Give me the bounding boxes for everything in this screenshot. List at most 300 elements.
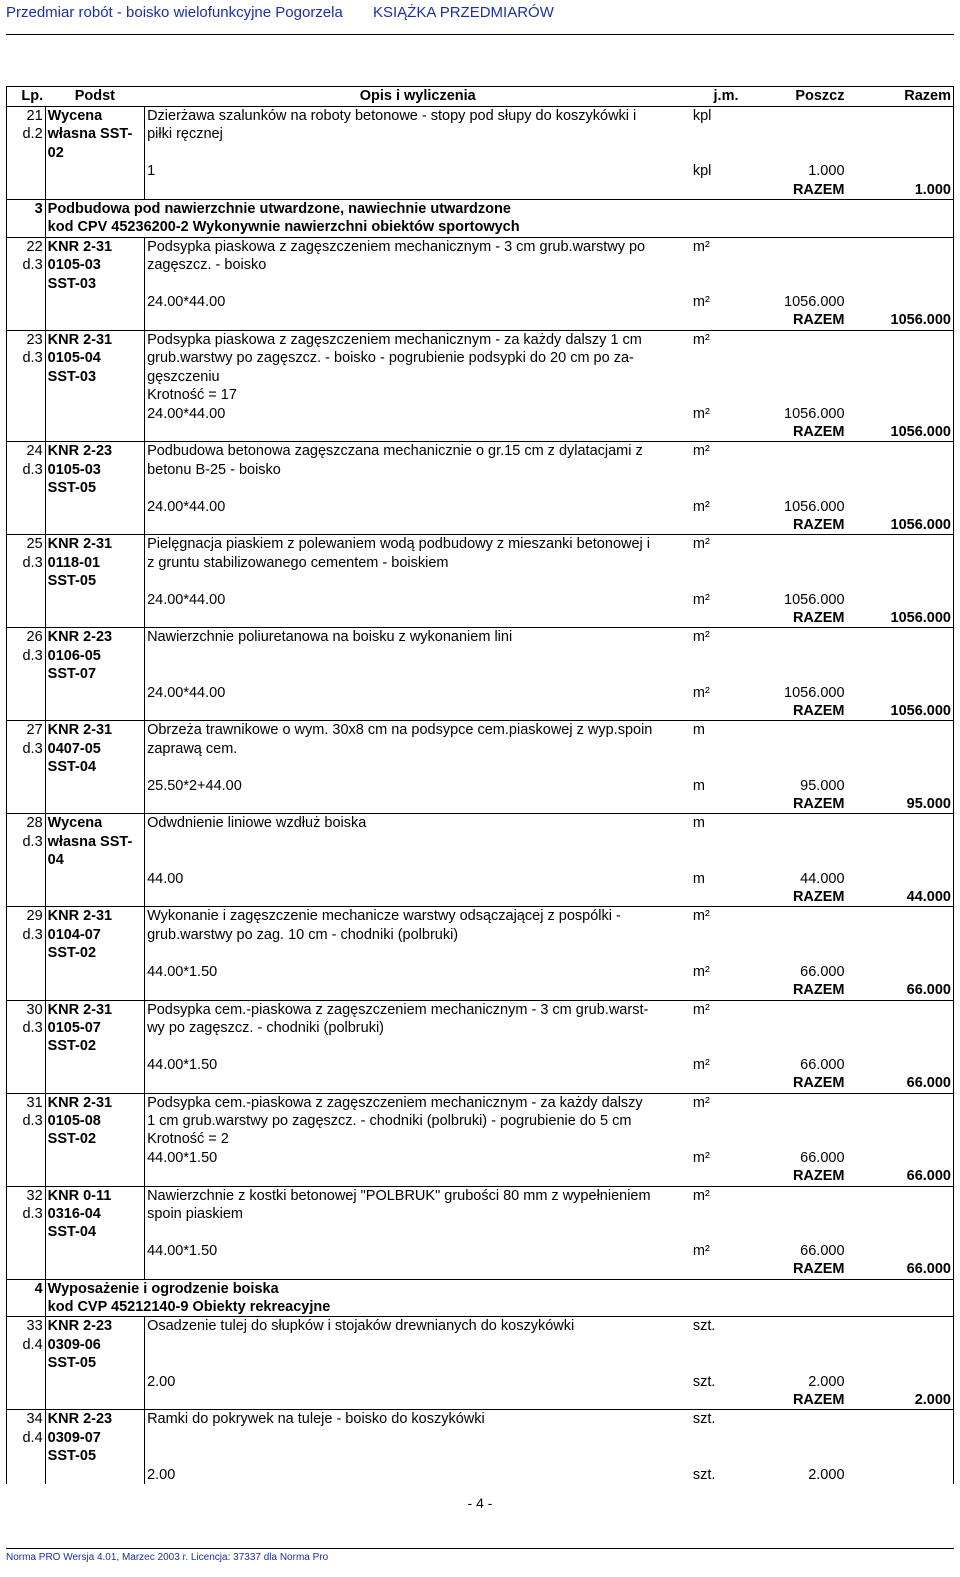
table-row — [7, 721, 954, 740]
empty-cell — [691, 833, 761, 851]
item-number — [7, 795, 46, 814]
empty-cell — [847, 162, 954, 180]
item-number — [7, 1167, 46, 1186]
basis-code: KNR 2-23 — [45, 1317, 144, 1336]
item-number — [7, 1391, 46, 1410]
empty-cell — [761, 1223, 846, 1241]
empty-cell — [691, 1447, 761, 1465]
table-row — [7, 237, 954, 256]
basis-code: 04 — [45, 851, 144, 869]
empty-cell — [847, 535, 954, 554]
item-description: Podsypka piaskowa z zagęszczeniem mechanicznym - 3 cm grub.warstwy po — [145, 237, 691, 256]
item-description: wy po zagęszcz. - chodniki (polbruki) — [147, 1019, 384, 1036]
empty-cell — [847, 442, 954, 461]
razem-value: 1056.000 — [847, 423, 954, 442]
calc-expression: 1 — [147, 163, 156, 180]
basis-code: SST-04 — [45, 1223, 144, 1241]
table-row — [7, 218, 954, 237]
empty-cell — [847, 349, 954, 367]
header-rule — [6, 34, 954, 35]
razem-label: RAZEM — [792, 1075, 845, 1092]
razem-value: 95.000 — [847, 795, 954, 814]
empty-cell — [145, 1391, 691, 1410]
table-row — [7, 740, 954, 758]
empty-cell — [761, 1410, 846, 1429]
calc-unit: kpl — [692, 163, 712, 180]
empty-cell — [847, 721, 954, 740]
table-row — [7, 479, 954, 497]
empty-cell — [761, 665, 846, 683]
razem-label: RAZEM — [792, 516, 845, 533]
unit — [691, 461, 761, 479]
item-number — [7, 516, 46, 535]
empty-cell — [691, 1037, 761, 1055]
basis-code: 0309-06 — [45, 1336, 144, 1354]
empty-cell — [761, 1205, 846, 1223]
item-number: 22 — [7, 237, 46, 256]
table-row — [7, 1000, 954, 1019]
item-number: 26 — [7, 628, 46, 647]
empty-cell — [761, 386, 846, 404]
unit — [691, 349, 761, 367]
section-title: kod CVP 45212140-9 Obiekty rekreacyjne — [47, 1299, 331, 1315]
item-description: zaprawą cem. — [147, 740, 238, 757]
item-number — [7, 1130, 46, 1148]
item-number — [7, 1354, 46, 1372]
table-row — [7, 461, 954, 479]
calc-unit: szt. — [692, 1466, 716, 1483]
empty-cell — [847, 498, 954, 516]
razem-label: RAZEM — [792, 796, 845, 813]
empty-cell — [761, 926, 846, 944]
calc-expression: 2.00 — [147, 1373, 176, 1390]
empty-cell — [847, 1429, 954, 1447]
table-row — [7, 144, 954, 162]
unit — [691, 554, 761, 572]
table-row — [7, 181, 954, 200]
empty-cell — [145, 1167, 691, 1186]
basis-code — [45, 1373, 144, 1391]
basis-code — [45, 702, 144, 721]
unit: m² — [691, 1000, 761, 1019]
basis-code: SST-05 — [45, 479, 144, 497]
empty-cell — [691, 144, 761, 162]
empty-cell — [145, 888, 691, 907]
calc-expression: 44.00*1.50 — [147, 1149, 218, 1166]
empty-cell — [847, 200, 954, 219]
empty-cell — [847, 1279, 954, 1298]
table-row — [7, 795, 954, 814]
basis-code — [45, 591, 144, 609]
table-row — [7, 888, 954, 907]
empty-cell — [847, 1130, 954, 1148]
basis-code — [45, 870, 144, 888]
calc-value: 66.000 — [800, 1149, 845, 1166]
item-description: 1 cm grub.warstwy po zagęszcz. - chodniki (polbruki) - pogrubienie do 5 cm — [147, 1112, 632, 1129]
empty-cell — [847, 1317, 954, 1336]
empty-cell — [761, 368, 846, 386]
empty-cell — [761, 1000, 846, 1019]
unit — [691, 1130, 761, 1148]
calc-value: 1056.000 — [784, 684, 845, 701]
empty-cell — [847, 330, 954, 349]
item-description: Krotność = 2 — [147, 1131, 229, 1148]
table-row — [7, 1149, 954, 1167]
calc-expression: 25.50*2+44.00 — [147, 777, 242, 794]
table-row — [7, 833, 954, 851]
razem-value: 2.000 — [847, 1391, 954, 1410]
basis-code — [45, 498, 144, 516]
basis-code: KNR 2-31 — [45, 237, 144, 256]
basis-code — [45, 963, 144, 981]
item-number: d.3 — [7, 1205, 46, 1223]
item-number — [7, 665, 46, 683]
empty-cell — [145, 702, 691, 721]
item-number: d.3 — [7, 926, 46, 944]
item-description: Dzierżawa szalunków na roboty betonowe - stopy pod słupy do koszykówki i — [145, 107, 691, 126]
empty-cell — [761, 572, 846, 590]
item-number — [7, 1149, 46, 1167]
item-description: Odwdnienie liniowe wzdłuż boiska — [145, 814, 691, 833]
table-row — [7, 870, 954, 888]
empty-cell — [847, 1223, 954, 1241]
empty-cell — [761, 144, 846, 162]
unit — [691, 256, 761, 274]
empty-cell — [145, 275, 691, 293]
calc-expression: 44.00*1.50 — [147, 1242, 218, 1259]
item-number — [7, 423, 46, 442]
empty-cell — [847, 851, 954, 869]
basis-code: 0105-03 — [45, 461, 144, 479]
basis-code: SST-05 — [45, 1354, 144, 1372]
table-row — [7, 684, 954, 702]
item-number — [7, 293, 46, 311]
calc-expression: 24.00*44.00 — [147, 591, 226, 608]
empty-cell — [691, 851, 761, 869]
empty-cell — [145, 479, 691, 497]
basis-code — [45, 777, 144, 795]
table-body — [7, 107, 954, 1485]
empty-cell — [847, 665, 954, 683]
razem-value: 66.000 — [847, 1260, 954, 1279]
empty-cell — [847, 218, 954, 237]
empty-cell — [847, 870, 954, 888]
empty-cell — [145, 1336, 691, 1354]
empty-cell — [761, 256, 846, 274]
empty-cell — [847, 1056, 954, 1074]
empty-cell — [691, 423, 761, 442]
basis-code: SST-03 — [45, 368, 144, 386]
unit — [691, 1019, 761, 1037]
basis-code — [45, 311, 144, 330]
table-row — [7, 349, 954, 367]
table-row — [7, 1466, 954, 1484]
basis-code: własna SST- — [45, 125, 144, 143]
empty-cell — [691, 1391, 761, 1410]
table-row — [7, 1298, 954, 1317]
empty-cell — [691, 1167, 761, 1186]
calc-unit: m² — [692, 1242, 710, 1259]
basis-code — [45, 293, 144, 311]
basis-code — [45, 1056, 144, 1074]
empty-cell — [761, 330, 846, 349]
col-razem: Razem — [847, 87, 954, 107]
empty-cell — [847, 907, 954, 926]
empty-cell — [691, 647, 761, 665]
basis-code — [45, 609, 144, 628]
item-description: Wykonanie i zagęszczenie mechanicze warstwy odsączającej z pospólki - — [145, 907, 691, 926]
item-number — [7, 1074, 46, 1093]
basis-code: 02 — [45, 144, 144, 162]
empty-cell — [847, 1037, 954, 1055]
empty-cell — [847, 1410, 954, 1429]
empty-cell — [761, 1019, 846, 1037]
col-podst: Podst — [45, 87, 144, 107]
empty-cell — [847, 479, 954, 497]
empty-cell — [761, 1112, 846, 1130]
empty-cell — [145, 1447, 691, 1465]
basis-code: KNR 2-23 — [45, 1410, 144, 1429]
empty-cell — [847, 125, 954, 143]
unit: szt. — [691, 1317, 761, 1336]
item-number: 28 — [7, 814, 46, 833]
calc-value: 1056.000 — [784, 498, 845, 515]
empty-cell — [761, 442, 846, 461]
empty-cell — [145, 647, 691, 665]
item-description: grub.warstwy po zagęszcz. - boisko - pogrubienie podsypki do 20 cm po za- — [147, 350, 634, 367]
item-number — [7, 1056, 46, 1074]
empty-cell — [691, 702, 761, 721]
empty-cell — [761, 1336, 846, 1354]
item-number — [7, 311, 46, 330]
empty-cell — [691, 1260, 761, 1279]
empty-cell — [761, 647, 846, 665]
empty-cell — [145, 516, 691, 535]
item-number — [7, 181, 46, 200]
basis-code: KNR 2-31 — [45, 1093, 144, 1112]
item-number — [7, 870, 46, 888]
item-description: zagęszcz. - boisko — [147, 257, 267, 274]
table-row — [7, 1317, 954, 1336]
basis-code: 0105-04 — [45, 349, 144, 367]
table-row — [7, 200, 954, 219]
calc-unit: m² — [692, 684, 710, 701]
basis-code: KNR 2-31 — [45, 330, 144, 349]
basis-code: SST-02 — [45, 944, 144, 962]
empty-cell — [761, 535, 846, 554]
basis-code — [45, 1466, 144, 1484]
empty-cell — [691, 888, 761, 907]
empty-cell — [847, 1336, 954, 1354]
item-number — [7, 1037, 46, 1055]
item-number — [7, 888, 46, 907]
razem-value: 1056.000 — [847, 702, 954, 721]
calc-value: 1056.000 — [784, 591, 845, 608]
empty-cell — [691, 795, 761, 814]
item-description: spoin piaskiem — [147, 1205, 243, 1222]
basis-code: 0104-07 — [45, 926, 144, 944]
empty-cell — [847, 944, 954, 962]
razem-label: RAZEM — [792, 312, 845, 329]
empty-cell — [691, 181, 761, 200]
item-number: d.3 — [7, 647, 46, 665]
empty-cell — [145, 572, 691, 590]
item-number — [7, 1466, 46, 1484]
table-row — [7, 944, 954, 962]
calc-expression: 44.00 — [147, 870, 184, 887]
item-number: d.3 — [7, 461, 46, 479]
basis-code: SST-07 — [45, 665, 144, 683]
calc-value: 66.000 — [800, 963, 845, 980]
unit: m² — [691, 535, 761, 554]
document-header — [6, 4, 580, 21]
empty-cell — [761, 1130, 846, 1148]
razem-value: 44.000 — [847, 888, 954, 907]
empty-cell — [691, 665, 761, 683]
empty-cell — [145, 758, 691, 776]
section-title: kod CPV 45236200-2 Wykonywnie nawierzchni obiektów sportowych — [47, 219, 520, 236]
table-row — [7, 256, 954, 274]
empty-cell — [145, 181, 691, 200]
item-description: grub.warstwy po zag. 10 cm - chodniki (polbruki) — [147, 926, 459, 943]
basis-code — [45, 981, 144, 1000]
item-description: betonu B-25 - boisko — [147, 461, 281, 478]
table-row — [7, 423, 954, 442]
empty-cell — [145, 1223, 691, 1241]
basis-code: Wycena — [45, 814, 144, 833]
unit: m² — [691, 907, 761, 926]
basis-code — [45, 386, 144, 404]
empty-cell — [691, 981, 761, 1000]
razem-value: 1056.000 — [847, 516, 954, 535]
unit — [691, 125, 761, 143]
item-number — [7, 851, 46, 869]
estimate-table — [6, 86, 954, 1484]
empty-cell — [847, 1373, 954, 1391]
empty-cell — [761, 1429, 846, 1447]
empty-cell — [761, 461, 846, 479]
item-description: Nawierzchnie z kostki betonowej "POLBRUK" grubości 80 mm z wypełnieniem — [145, 1186, 691, 1205]
item-description: piłki ręcznej — [147, 126, 223, 143]
basis-code — [45, 181, 144, 200]
col-lp: Lp. — [7, 87, 46, 107]
table-row — [7, 1242, 954, 1260]
razem-value: 66.000 — [847, 981, 954, 1000]
item-number — [7, 144, 46, 162]
item-description: Podbudowa betonowa zagęszczana mechanicznie o gr.15 cm z dylatacjami z — [145, 442, 691, 461]
empty-cell — [761, 628, 846, 647]
razem-value: 66.000 — [847, 1167, 954, 1186]
item-number — [7, 1373, 46, 1391]
empty-cell — [761, 740, 846, 758]
basis-code: 0407-05 — [45, 740, 144, 758]
calc-expression: 24.00*44.00 — [147, 684, 226, 701]
empty-cell — [847, 1093, 954, 1112]
empty-cell — [145, 795, 691, 814]
calc-unit: m — [692, 777, 705, 794]
empty-cell — [145, 981, 691, 1000]
item-number — [7, 386, 46, 404]
razem-label: RAZEM — [792, 181, 845, 198]
calc-value: 1056.000 — [784, 294, 845, 311]
empty-cell — [847, 144, 954, 162]
empty-cell — [145, 144, 691, 162]
empty-cell — [847, 256, 954, 274]
calc-unit: m² — [692, 405, 710, 422]
unit: m² — [691, 628, 761, 647]
item-description: Ramki do pokrywek na tuleje - boisko do koszykówki — [145, 1410, 691, 1429]
table-row — [7, 1186, 954, 1205]
razem-value: 66.000 — [847, 1074, 954, 1093]
item-number — [7, 1223, 46, 1241]
item-number — [7, 609, 46, 628]
item-number — [7, 684, 46, 702]
table-row — [7, 368, 954, 386]
empty-cell — [761, 907, 846, 926]
empty-cell — [847, 1112, 954, 1130]
footer-rule — [6, 1548, 954, 1549]
calc-unit: m² — [692, 591, 710, 608]
table-row — [7, 1354, 954, 1372]
item-number — [7, 1447, 46, 1465]
table-row — [7, 498, 954, 516]
basis-code — [45, 1242, 144, 1260]
empty-cell — [761, 349, 846, 367]
empty-cell — [847, 1242, 954, 1260]
table-row — [7, 609, 954, 628]
empty-cell — [847, 833, 954, 851]
empty-cell — [847, 777, 954, 795]
empty-cell — [761, 479, 846, 497]
item-description: Podsypka cem.-piaskowa z zagęszczeniem mechanicznym - za każdy dalszy — [145, 1093, 691, 1112]
table-row — [7, 162, 954, 180]
empty-cell — [847, 386, 954, 404]
empty-cell — [847, 275, 954, 293]
item-number: d.4 — [7, 1429, 46, 1447]
basis-code: 0105-03 — [45, 256, 144, 274]
empty-cell — [761, 721, 846, 740]
razem-label: RAZEM — [792, 1392, 845, 1409]
empty-cell — [145, 609, 691, 628]
empty-cell — [847, 740, 954, 758]
empty-cell — [847, 684, 954, 702]
calc-value: 2.000 — [808, 1373, 845, 1390]
item-number: d.3 — [7, 833, 46, 851]
empty-cell — [847, 926, 954, 944]
item-number — [7, 162, 46, 180]
document-title: Przedmiar robót - boisko wielofunkcyjne Pogorzela — [6, 4, 343, 21]
unit — [691, 386, 761, 404]
table-row — [7, 1037, 954, 1055]
table-row — [7, 1410, 954, 1429]
empty-cell — [761, 1037, 846, 1055]
empty-cell — [145, 833, 691, 851]
table-row — [7, 405, 954, 423]
calc-expression: 44.00*1.50 — [147, 1056, 218, 1073]
empty-cell — [145, 423, 691, 442]
empty-cell — [145, 665, 691, 683]
col-poszcz: Poszcz — [761, 87, 846, 107]
basis-code: 0105-07 — [45, 1019, 144, 1037]
empty-cell — [761, 237, 846, 256]
calc-expression: 44.00*1.50 — [147, 963, 218, 980]
empty-cell — [145, 1354, 691, 1372]
basis-code — [45, 1167, 144, 1186]
basis-code: KNR 2-31 — [45, 907, 144, 926]
razem-value: 1056.000 — [847, 609, 954, 628]
empty-cell — [691, 311, 761, 330]
empty-cell — [761, 758, 846, 776]
